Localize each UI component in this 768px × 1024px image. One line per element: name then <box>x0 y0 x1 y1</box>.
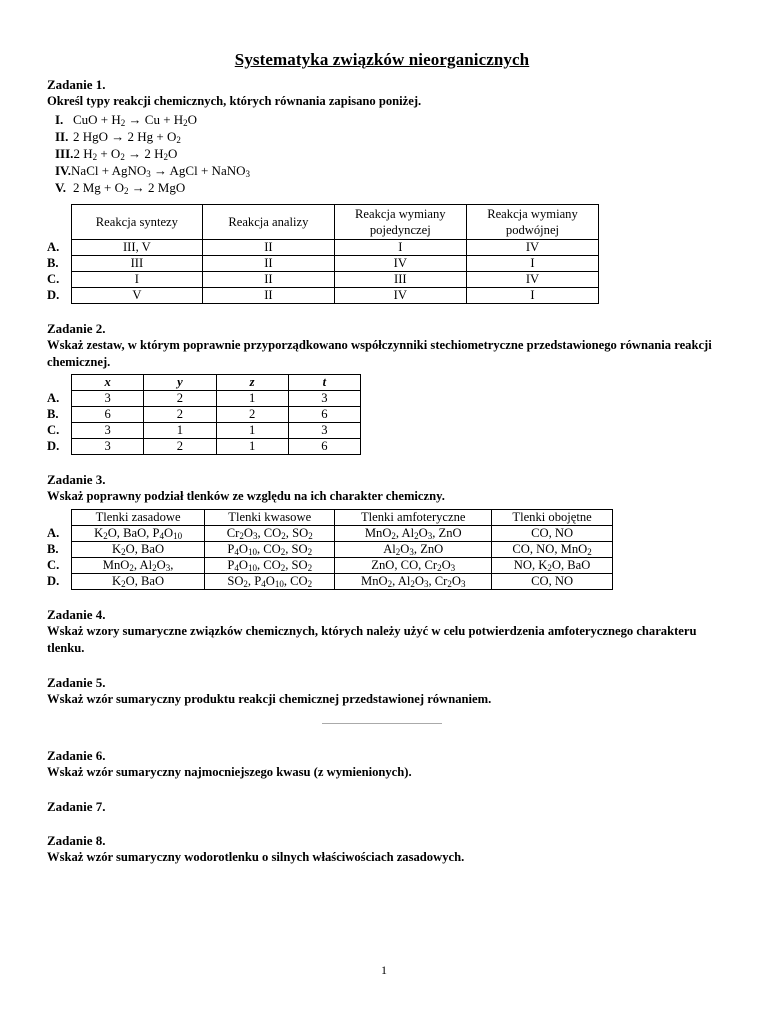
equation-text: CuO + $H_2 \to Cu + H_2O$ <box>73 112 198 128</box>
column-header: Reakcja analizy <box>203 205 335 240</box>
row-label: D. <box>47 439 60 453</box>
task-6 <box>47 747 717 782</box>
equation-row <box>55 179 717 196</box>
table-cell: CO, NO <box>492 574 613 590</box>
table-cell: I <box>466 288 598 304</box>
table-row <box>47 288 599 304</box>
page-number: 1 <box>381 963 387 977</box>
task-6-heading: Zadanie 6. <box>47 748 106 763</box>
task-4-heading: Zadanie 4. <box>47 607 106 622</box>
table-cell: 3 <box>72 423 144 439</box>
table-row <box>47 526 613 542</box>
table-cell: 6 <box>288 439 360 455</box>
table-cell: IV <box>334 288 466 304</box>
task-3-question: Wskaż poprawny podział tlenków ze względu na ich charakter chemiczny. <box>47 489 445 503</box>
table-row <box>47 558 613 574</box>
table-cell: 1 <box>216 391 288 407</box>
column-header: Tlenki amfoteryczne <box>335 510 492 526</box>
task-1-heading: Zadanie 1. <box>47 77 106 92</box>
table-cell: 2 <box>144 439 216 455</box>
equation-row <box>55 128 717 145</box>
column-header: t <box>288 375 360 391</box>
equation-number: IV. <box>55 163 72 178</box>
task-1-equations <box>55 111 717 196</box>
table-cell: II <box>203 272 335 288</box>
row-label: B. <box>47 256 59 270</box>
table-row <box>47 256 599 272</box>
table-cell: $K_2O$, BaO <box>72 574 205 590</box>
table-cell: MnO$_2$, $Al_2O_3$, ZnO <box>335 526 492 542</box>
column-header: Tlenki kwasowe <box>205 510 335 526</box>
task-6-question: Wskaż wzór sumaryczny najmocniejszego kwasu (z wymienionych). <box>47 765 412 779</box>
table-cell: ZnO, CO, $Cr_2O_3$ <box>335 558 492 574</box>
table-cell: $Al_2O_3$, ZnO <box>335 542 492 558</box>
equation-number: II. <box>55 129 69 144</box>
row-label: B. <box>47 542 59 556</box>
table-cell: 1 <box>216 423 288 439</box>
equation-row <box>55 162 717 179</box>
row-label: B. <box>47 407 59 421</box>
table-cell: III <box>71 256 203 272</box>
table-cell: 2 <box>216 407 288 423</box>
table-cell: I <box>466 256 598 272</box>
column-header: Tlenki obojętne <box>492 510 613 526</box>
table-header-row <box>47 205 599 240</box>
table-cell: 3 <box>288 423 360 439</box>
row-label: C. <box>47 558 60 572</box>
equation-text: 2 HgO → 2 $Hg + O_2$ <box>73 129 181 145</box>
table-cell: MnO$_2$, $Al_2O_3$, <box>72 558 205 574</box>
task-1 <box>47 76 717 304</box>
task-2 <box>47 320 717 455</box>
page-title: Systematyka związków nieorganicznych <box>234 50 530 69</box>
table-cell: $K_2O$, BaO, $P_4O_{10}$ <box>72 526 205 542</box>
task-2-heading: Zadanie 2. <box>47 321 106 336</box>
table-header-row <box>47 375 361 391</box>
task-8 <box>47 832 717 867</box>
task-4-question: Wskaż wzory sumaryczne związków chemicznych, których należy użyć w celu potwierdzenia amfoterycznego charakteru tlenku. <box>47 624 697 655</box>
table-cell: $P_4O_{10}$, $CO_2$, $SO_2$ <box>205 542 335 558</box>
task-3-table <box>47 509 613 590</box>
table-cell: $P_4O_{10}$, $CO_2$, $SO_2$ <box>205 558 335 574</box>
table-cell: NO, $K_2O$, BaO <box>492 558 613 574</box>
table-row <box>47 240 599 256</box>
table-row <box>47 423 361 439</box>
table-cell: 2 <box>144 391 216 407</box>
table-cell: MnO$_2$, $Al_2O_3$, $Cr_2O_3$ <box>335 574 492 590</box>
equation-text: 2 $H_2 + O_2 \to 2$ $H_2O$ <box>73 146 178 162</box>
column-header: x <box>72 375 144 391</box>
table-row <box>47 542 613 558</box>
row-label: A. <box>47 526 60 540</box>
table-row <box>47 574 613 590</box>
task-5-equation-line <box>47 711 717 728</box>
table-cell: III <box>334 272 466 288</box>
table-cell: IV <box>466 272 598 288</box>
column-header: Reakcja syntezy <box>71 205 203 240</box>
task-8-question: Wskaż wzór sumaryczny wodorotlenku o silnych właściwościach zasadowych. <box>47 850 465 864</box>
table-cell: CO, NO, MnO$_2$ <box>492 542 613 558</box>
table-cell: $SO_2$, $P_4O_{10}$, $CO_2$ <box>205 574 335 590</box>
worksheet-page <box>47 50 717 867</box>
table-cell: II <box>203 288 335 304</box>
table-cell: III, V <box>71 240 203 256</box>
table-cell: I <box>334 240 466 256</box>
table-cell: 2 <box>144 407 216 423</box>
column-header: Tlenki zasadowe <box>72 510 205 526</box>
table-cell: 3 <box>72 439 144 455</box>
table-cell: 1 <box>216 439 288 455</box>
table-row <box>47 439 361 455</box>
table-cell: 3 <box>288 391 360 407</box>
equation-number: V. <box>55 180 66 195</box>
row-label: D. <box>47 574 60 588</box>
column-header: y <box>144 375 216 391</box>
task-2-table <box>47 374 361 455</box>
table-cell: IV <box>466 240 598 256</box>
table-cell: $Cr_2O_3$, $CO_2$, $SO_2$ <box>205 526 335 542</box>
table-cell: II <box>203 256 335 272</box>
task-3-heading: Zadanie 3. <box>47 472 106 487</box>
table-cell: 1 <box>144 423 216 439</box>
table-cell: $K_2O$, BaO <box>72 542 205 558</box>
row-label: C. <box>47 423 60 437</box>
table-cell: V <box>71 288 203 304</box>
task-5 <box>47 674 717 731</box>
header-spacer <box>47 375 72 391</box>
task-7 <box>47 798 717 816</box>
table-cell: II <box>203 240 335 256</box>
answer-blank <box>322 712 442 724</box>
task-2-question: Wskaż zestaw, w którym poprawnie przyporządkowano współczynniki stechiometryczne przedstawionego równania reakcji chemicznej. <box>47 338 712 369</box>
column-header: Reakcja wymiany podwójnej <box>466 205 598 240</box>
row-label: A. <box>47 240 60 254</box>
table-row <box>47 272 599 288</box>
equation-number: I. <box>55 112 64 127</box>
task-7-heading: Zadanie 7. <box>47 799 106 814</box>
row-label: D. <box>47 288 60 302</box>
table-cell: 6 <box>72 407 144 423</box>
table-cell: IV <box>334 256 466 272</box>
table-cell: 3 <box>72 391 144 407</box>
task-1-question: Określ typy reakcji chemicznych, których równania zapisano poniżej. <box>47 94 422 108</box>
equation-row <box>55 145 717 162</box>
task-5-heading: Zadanie 5. <box>47 675 106 690</box>
equation-text: 2 $Mg + O_2 \to 2$ MgO <box>73 180 186 196</box>
row-label: C. <box>47 272 60 286</box>
task-3 <box>47 471 717 590</box>
table-header-row <box>47 510 613 526</box>
header-spacer <box>47 510 72 526</box>
header-spacer <box>47 205 71 240</box>
column-header: z <box>216 375 288 391</box>
table-cell: CO, NO <box>492 526 613 542</box>
task-8-heading: Zadanie 8. <box>47 833 106 848</box>
table-row <box>47 407 361 423</box>
equation-number: III. <box>55 146 74 161</box>
column-header: Reakcja wymiany pojedynczej <box>334 205 466 240</box>
table-cell: 6 <box>288 407 360 423</box>
equation-row <box>55 111 717 128</box>
task-5-question: Wskaż wzór sumaryczny produktu reakcji chemicznej przedstawionej równaniem. <box>47 692 492 706</box>
row-label: A. <box>47 391 60 405</box>
equation-text: NaCl + AgNO$_3$ → AgCl + NaNO$_3$ <box>71 163 250 179</box>
table-cell: I <box>71 272 203 288</box>
table-row <box>47 391 361 407</box>
task-1-table <box>47 204 599 304</box>
task-4 <box>47 606 717 658</box>
